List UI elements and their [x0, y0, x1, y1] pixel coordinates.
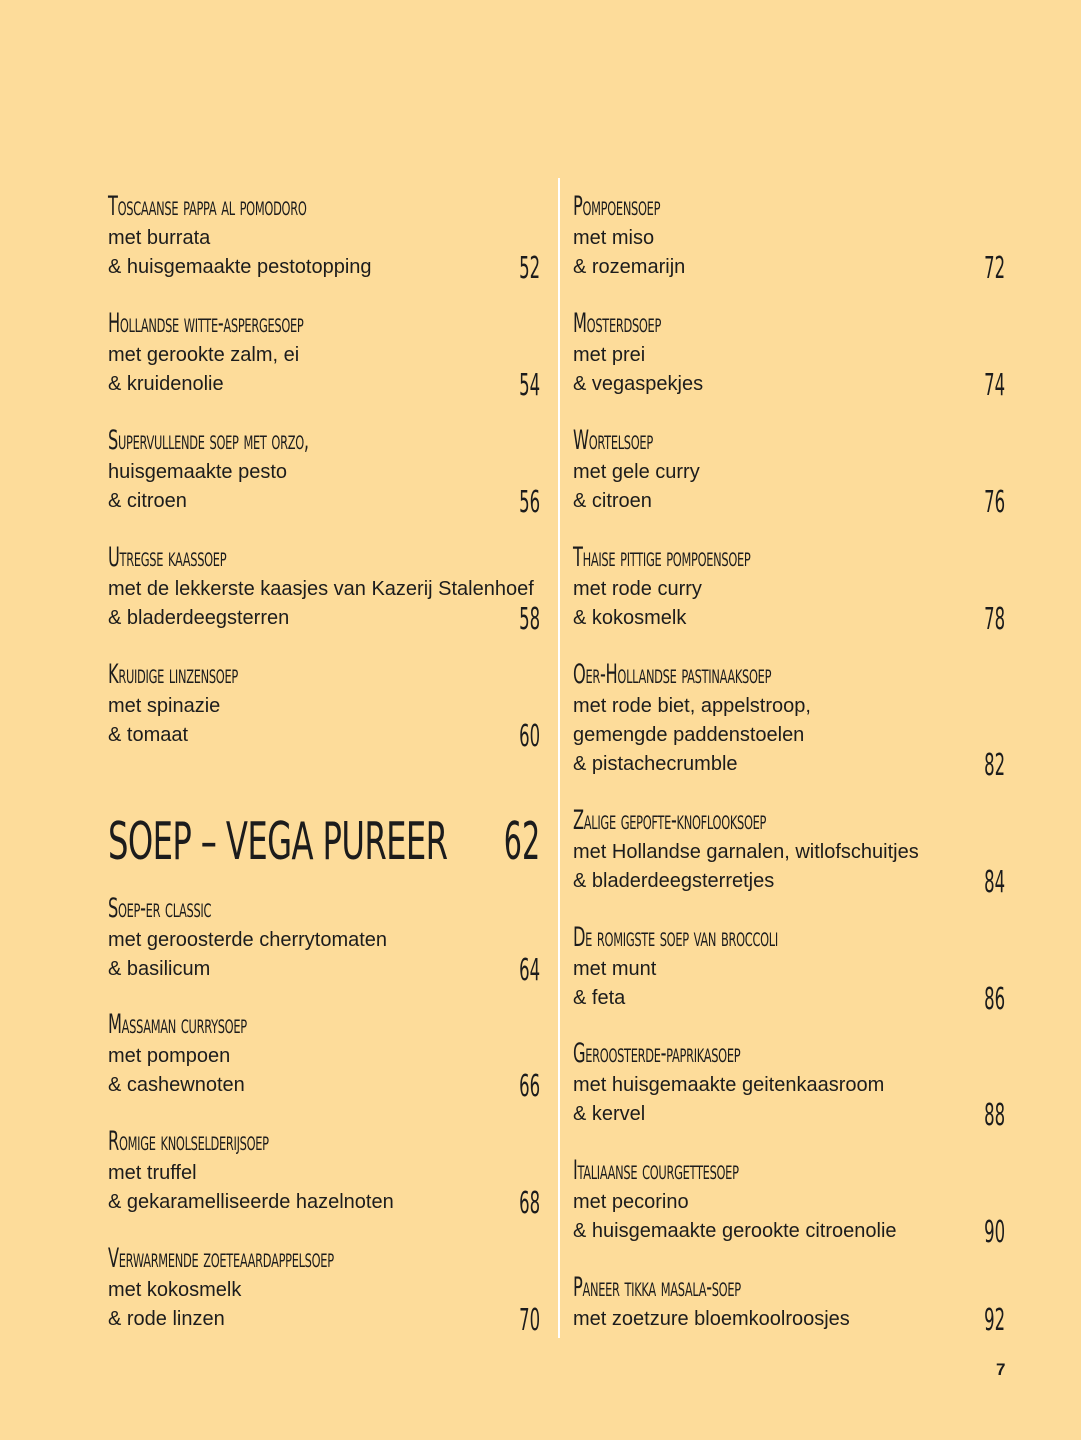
page-number: 58	[518, 602, 540, 637]
recipe-subtitle: met pompoen	[108, 1045, 231, 1067]
recipe-subtitle: huisgemaakte pesto	[108, 461, 288, 483]
recipe-subtitle: met pecorino	[573, 1191, 689, 1213]
section-page-number: 62	[503, 812, 540, 872]
page-number: 70	[518, 1303, 540, 1338]
toc-entry	[573, 804, 1007, 900]
page-number: 76	[983, 485, 1005, 520]
recipe-subtitle: met burrata	[108, 227, 211, 249]
recipe-subtitle: & cashewnoten	[108, 1074, 245, 1096]
recipe-title: Massaman currysoep	[108, 1009, 247, 1040]
recipe-title: Toscaanse pappa al pomodoro	[108, 191, 307, 222]
recipe-subtitle: & kervel	[573, 1103, 646, 1125]
recipe-subtitle: & citroen	[108, 490, 187, 512]
recipe-subtitle: met kokosmelk	[108, 1279, 242, 1301]
recipe-subtitle: met huisgemaakte geitenkaasroom	[573, 1074, 885, 1096]
recipe-subtitle: met miso	[573, 227, 655, 249]
page-folio: 7	[996, 1360, 1006, 1379]
page-number: 74	[983, 368, 1005, 403]
page-number: 66	[518, 1069, 540, 1104]
recipe-subtitle: met prei	[573, 344, 646, 366]
page-number: 82	[983, 748, 1005, 783]
recipe-subtitle: & bladerdeegsterretjes	[573, 870, 775, 892]
toc-entry	[108, 541, 542, 637]
recipe-subtitle: & huisgemaakte gerookte citroenolie	[573, 1220, 897, 1242]
recipe-subtitle: met de lekkerste kaasjes van Kazerij Stalenhoef	[108, 578, 534, 600]
recipe-title: Zalige gepofte-knoflooksoep	[573, 805, 767, 836]
page-number: 88	[983, 1098, 1005, 1133]
recipe-title: Mosterdsoep	[573, 308, 662, 339]
toc-entry	[573, 1037, 1007, 1133]
recipe-title: Soep-er classic	[108, 893, 212, 924]
section-header	[108, 810, 542, 874]
page-number: 84	[983, 865, 1005, 900]
recipe-subtitle: & citroen	[573, 490, 652, 512]
toc-entry	[573, 1154, 1007, 1250]
recipe-subtitle: met rode biet, appelstroop,	[573, 695, 811, 717]
recipe-subtitle: & kokosmelk	[573, 607, 687, 629]
recipe-title: Hollandse witte-aspergesoep	[108, 308, 304, 339]
recipe-title: Italiaanse courgettesoep	[573, 1155, 739, 1186]
recipe-subtitle: met rode curry	[573, 578, 702, 600]
toc-entry	[573, 541, 1007, 637]
page-number: 56	[518, 485, 540, 520]
recipe-subtitle: gemengde paddenstoelen	[573, 724, 805, 746]
recipe-title: Thaise pittige pompoensoep	[573, 542, 751, 573]
recipe-subtitle: met spinazie	[108, 695, 221, 717]
page-number: 68	[518, 1186, 540, 1221]
recipe-title: Verwarmende zoeteaardappelsoep	[108, 1243, 334, 1274]
toc-entry	[573, 424, 1007, 520]
column-divider	[558, 178, 560, 1338]
recipe-subtitle: met gele curry	[573, 461, 700, 483]
recipe-title: De romigste soep van broccoli	[573, 922, 778, 953]
recipe-subtitle: met Hollandse garnalen, witlofschuitjes	[573, 841, 919, 863]
toc-entry	[108, 1008, 542, 1104]
recipe-subtitle: met gerookte zalm, ei	[108, 344, 300, 366]
recipe-subtitle: met geroosterde cherrytomaten	[108, 929, 388, 951]
page-number: 78	[983, 602, 1005, 637]
recipe-subtitle: & feta	[573, 987, 626, 1009]
recipe-subtitle: met truffel	[108, 1162, 197, 1184]
page-number: 86	[983, 982, 1005, 1017]
page-number: 54	[518, 368, 540, 403]
recipe-subtitle: met zoetzure bloemkoolroosjes	[573, 1308, 850, 1330]
recipe-title: Utregse kaassoep	[108, 542, 227, 573]
recipe-subtitle: & bladerdeegsterren	[108, 607, 290, 629]
page-number: 64	[518, 953, 540, 988]
toc-entry	[108, 1242, 542, 1338]
recipe-title: Oer-Hollandse pastinaaksoep	[573, 659, 772, 690]
recipe-subtitle: & pistachecrumble	[573, 753, 738, 775]
page-number: 90	[983, 1215, 1005, 1250]
toc-entry	[573, 307, 1007, 403]
recipe-subtitle: & tomaat	[108, 724, 189, 746]
recipe-subtitle: & rode linzen	[108, 1308, 225, 1330]
recipe-title: Kruidige linzensoep	[108, 659, 238, 690]
page-number: 52	[518, 251, 540, 286]
recipe-title: Wortelsoep	[573, 425, 653, 456]
toc-entry	[573, 658, 1007, 783]
recipe-subtitle: & kruidenolie	[108, 373, 224, 395]
page-number: 72	[983, 251, 1005, 286]
recipe-title: Paneer tikka masala-soep	[573, 1272, 741, 1303]
toc-entry	[108, 424, 542, 520]
recipe-subtitle: & gekaramelliseerde hazelnoten	[108, 1191, 394, 1213]
toc-entry	[108, 658, 542, 754]
page-number: 60	[518, 719, 540, 754]
page-number: 92	[983, 1303, 1005, 1338]
toc-entry	[573, 1271, 1007, 1338]
recipe-subtitle: & rozemarijn	[573, 256, 686, 278]
toc-entry	[108, 190, 542, 286]
section-title: SOEP – VEGA PUREER	[108, 812, 448, 872]
recipe-title: Romige knolselderijsoep	[108, 1126, 269, 1157]
recipe-subtitle: & huisgemaakte pestotopping	[108, 256, 372, 278]
toc-entry	[108, 307, 542, 403]
recipe-subtitle: & vegaspekjes	[573, 373, 704, 395]
recipe-title: Supervullende soep met orzo,	[108, 425, 309, 456]
toc-entry	[573, 921, 1007, 1017]
recipe-subtitle: & basilicum	[108, 958, 211, 980]
toc-entry	[573, 190, 1007, 286]
recipe-title: Geroosterde-paprikasoep	[573, 1038, 741, 1069]
toc-entry	[108, 892, 542, 988]
toc-entry	[108, 1125, 542, 1221]
recipe-title: Pompoensoep	[573, 191, 661, 222]
recipe-subtitle: met munt	[573, 958, 657, 980]
